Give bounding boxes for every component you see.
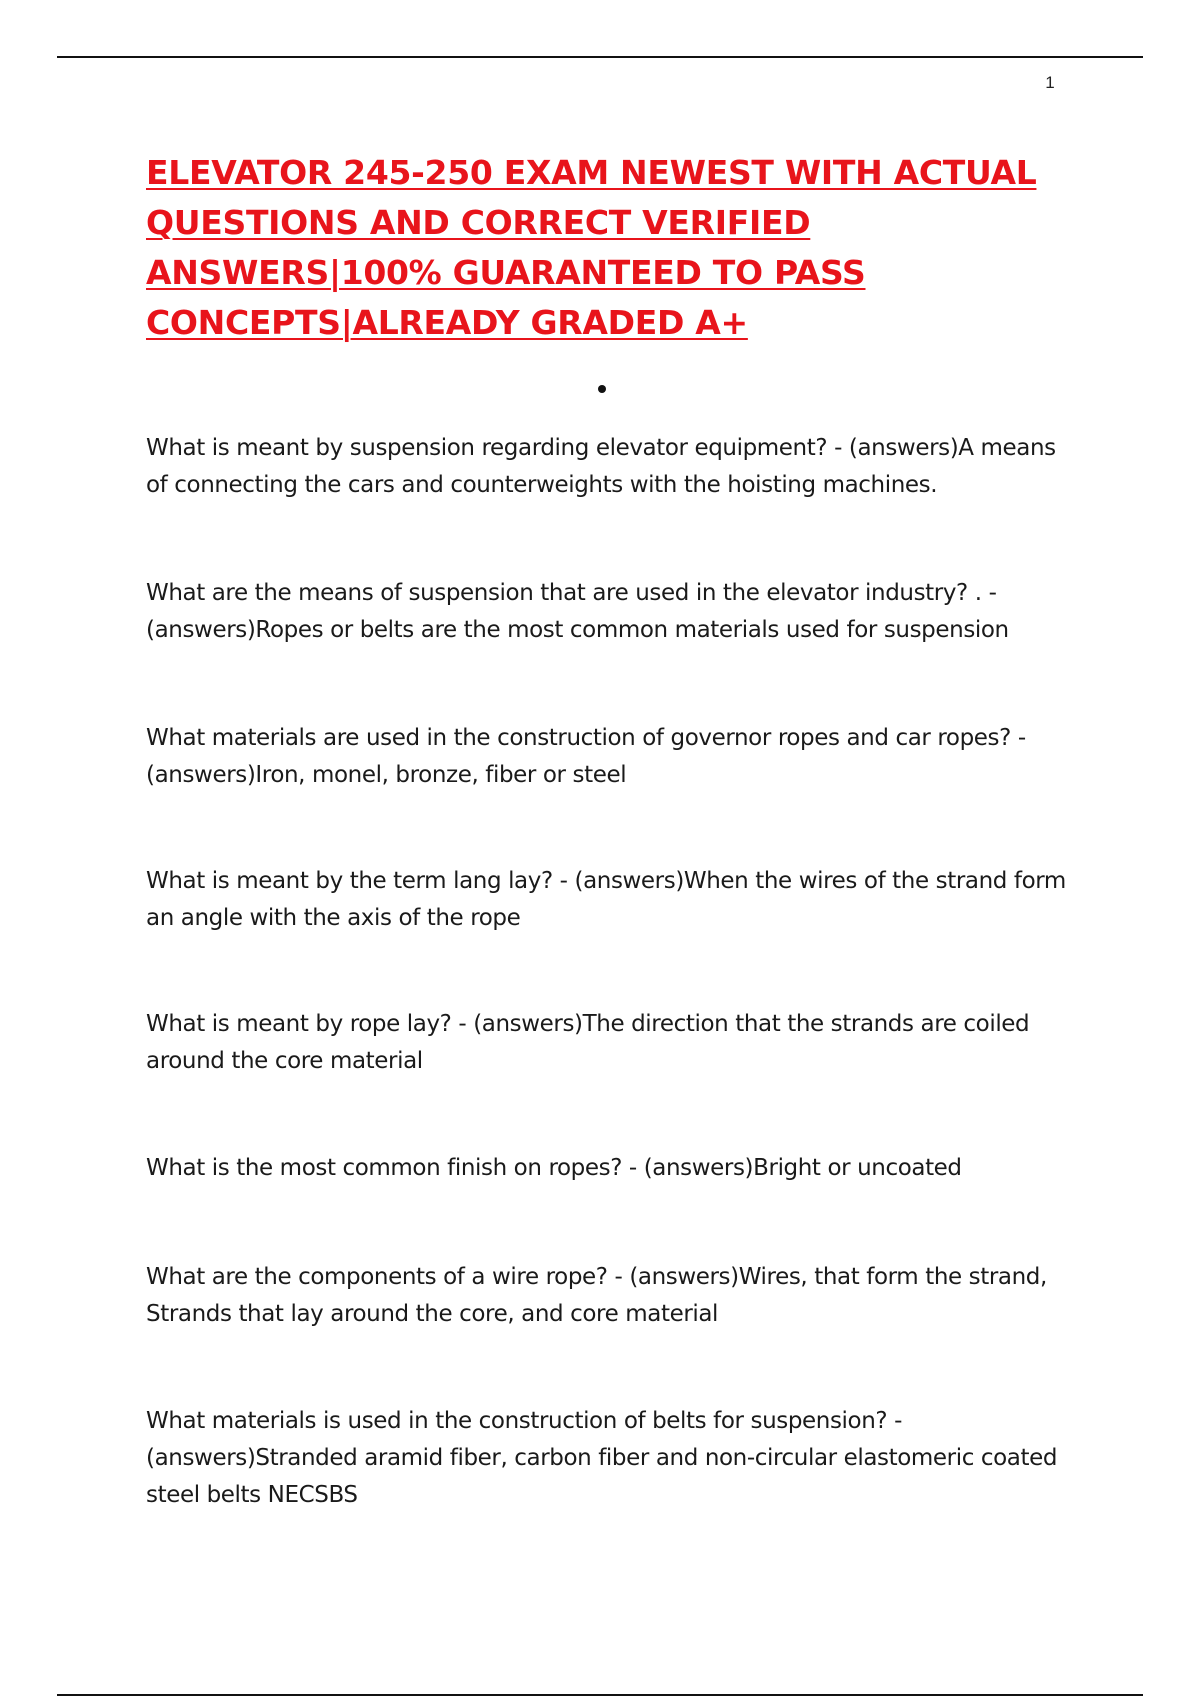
bullet-icon — [598, 385, 606, 393]
footer-rule — [57, 1694, 1143, 1696]
title-line: QUESTIONS AND CORRECT VERIFIED — [146, 203, 811, 242]
qa-item: What is meant by suspension regarding elevator equipment? - (answers)A means of connecting the cars and counterweights with the hoisting machines. — [146, 435, 1056, 498]
qa-item: What is meant by the term lang lay? - (answers)When the wires of the strand form an angle with the axis of the rope — [146, 868, 1066, 931]
document-title — [146, 148, 1066, 348]
title-line: CONCEPTS|ALREADY GRADED A+ — [146, 303, 748, 342]
title-line: ANSWERS|100% GUARANTEED TO PASS — [146, 253, 866, 292]
qa-item: What are the components of a wire rope? - (answers)Wires, that form the strand, Strands that lay around the core, and core material — [146, 1264, 1047, 1327]
qa-item: What materials are used in the construction of governor ropes and car ropes? - (answers)Iron, monel, bronze, fiber or steel — [146, 725, 1026, 788]
qa-item: What materials is used in the construction of belts for suspension? - (answers)Stranded aramid fiber, carbon fiber and non-circular elastomeric coated steel belts NECSBS — [146, 1408, 1058, 1508]
qa-item: What is the most common finish on ropes? - (answers)Bright or uncoated — [146, 1155, 962, 1181]
page-number: 1 — [1045, 73, 1055, 92]
header-rule — [57, 56, 1143, 58]
qa-item: What is meant by rope lay? - (answers)The direction that the strands are coiled around the core material — [146, 1011, 1030, 1074]
title-line: ELEVATOR 245-250 EXAM NEWEST WITH ACTUAL — [146, 153, 1037, 192]
qa-item: What are the means of suspension that are used in the elevator industry? . - (answers)Ropes or belts are the most common materials used for suspension — [146, 580, 1009, 643]
